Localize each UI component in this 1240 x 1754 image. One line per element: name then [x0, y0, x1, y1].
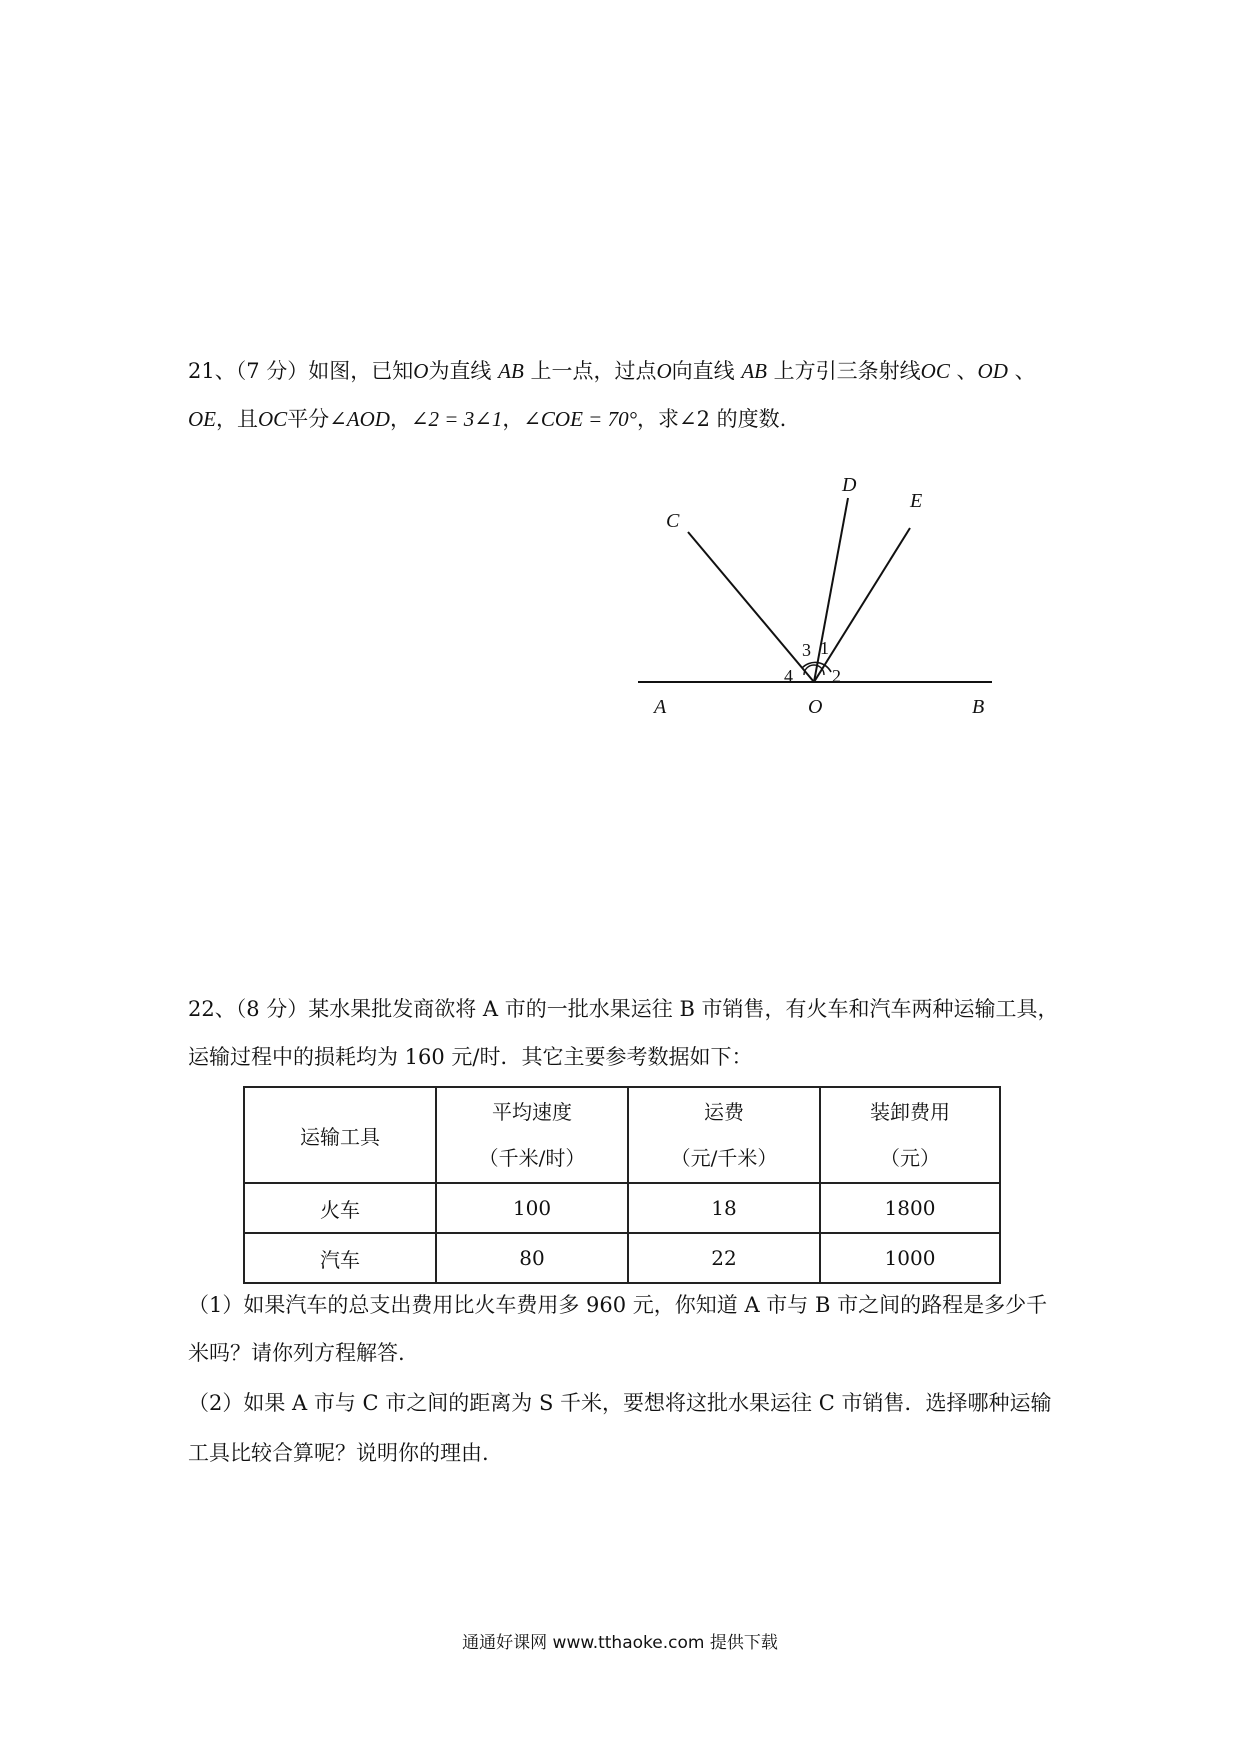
label-a: A — [654, 696, 667, 718]
q22-part2-line2: 工具比较合算呢？说明你的理由. — [188, 1441, 489, 1465]
cell-load: 1000 — [820, 1233, 1000, 1283]
equation-1: ∠2 = 3∠1 — [410, 407, 503, 431]
point-o: O — [656, 359, 672, 383]
transport-table — [243, 1086, 1001, 1284]
q21-text: 上一点，过点 — [530, 359, 657, 383]
angle-label-3: 3 — [802, 640, 811, 660]
header-load — [820, 1087, 1000, 1183]
cell-fee: 22 — [628, 1233, 820, 1283]
header-speed — [436, 1087, 628, 1183]
header-load-line1: 装卸费用 — [870, 1100, 950, 1124]
header-fee — [628, 1087, 820, 1183]
cell-fee: 18 — [628, 1183, 820, 1233]
header-load-line2: （元） — [880, 1146, 940, 1170]
q21-text: 、 — [956, 359, 978, 383]
label-b: B — [972, 696, 985, 718]
q21-line-2 — [188, 404, 786, 434]
cell-speed: 80 — [436, 1233, 628, 1283]
q21-text: ，且 — [216, 407, 258, 431]
label-e: E — [910, 490, 923, 512]
line-ab: AB — [741, 359, 767, 383]
header-speed-line1: 平均速度 — [492, 1100, 572, 1124]
q21-text: 、 — [1014, 359, 1036, 383]
equation-2: ∠COE = 70° — [523, 407, 637, 431]
q22-line-1: 22、（8 分）某水果批发商欲将 A 市的一批水果运往 B 市销售，有火车和汽车两种运输工具， — [188, 997, 1059, 1021]
q21-text: 平分 — [287, 407, 330, 431]
figure-lines — [620, 470, 1020, 730]
cell-tool: 汽车 — [244, 1233, 436, 1283]
q21-text: ，求∠2 的度数. — [637, 407, 787, 431]
ray-oc: OC — [258, 407, 288, 431]
angle-label-1: 1 — [820, 638, 829, 658]
table-header-row — [244, 1087, 1000, 1183]
cell-load: 1800 — [820, 1183, 1000, 1233]
q21-text: 为直线 — [428, 359, 492, 383]
q22-line-2: 运输过程中的损耗均为 160 元/时．其它主要参考数据如下： — [188, 1045, 753, 1069]
ray-oc: OC — [920, 359, 950, 383]
ray-oe: OE — [188, 407, 216, 431]
label-c: C — [666, 510, 680, 532]
table-row — [244, 1183, 1000, 1233]
q21-text: 向直线 — [671, 359, 735, 383]
q21-text: 上方引三条射线 — [773, 359, 921, 383]
cell-tool: 火车 — [244, 1183, 436, 1233]
q21-text: 21、（7 分）如图，已知 — [188, 359, 414, 383]
q22-part1-line2: 米吗？请你列方程解答. — [188, 1341, 405, 1365]
table-row — [244, 1233, 1000, 1283]
q22-part1-line1: （1）如果汽车的总支出费用比火车费用多 960 元，你知道 A 市与 B 市之间的路程是多少千 — [188, 1293, 1048, 1317]
header-fee-line2: （元/千米） — [670, 1146, 778, 1170]
page-footer: 通通好课网 www.tthaoke.com 提供下载 — [462, 1633, 778, 1653]
angle-figure — [620, 470, 1020, 730]
label-o: O — [808, 696, 823, 718]
cell-speed: 100 — [436, 1183, 628, 1233]
header-speed-line2: （千米/时） — [478, 1146, 586, 1170]
header-fee-line1: 运费 — [704, 1100, 744, 1124]
q21-text: ， — [389, 407, 411, 431]
angle-label-2: 2 — [832, 666, 841, 686]
q21-line-1 — [188, 356, 1036, 386]
ray-od: OD — [977, 359, 1008, 383]
label-d: D — [842, 474, 857, 496]
angle-label-4: 4 — [784, 666, 793, 686]
angle-aod: ∠AOD — [329, 407, 390, 431]
line-ab: AB — [498, 359, 524, 383]
point-o: O — [413, 359, 429, 383]
header-tool: 运输工具 — [244, 1087, 436, 1183]
q22-part2-line1: （2）如果 A 市与 C 市之间的距离为 S 千米，要想将这批水果运往 C 市销售．选择哪种运输 — [188, 1391, 1052, 1415]
ray-oc-line — [688, 532, 814, 682]
q21-text: ， — [502, 407, 524, 431]
